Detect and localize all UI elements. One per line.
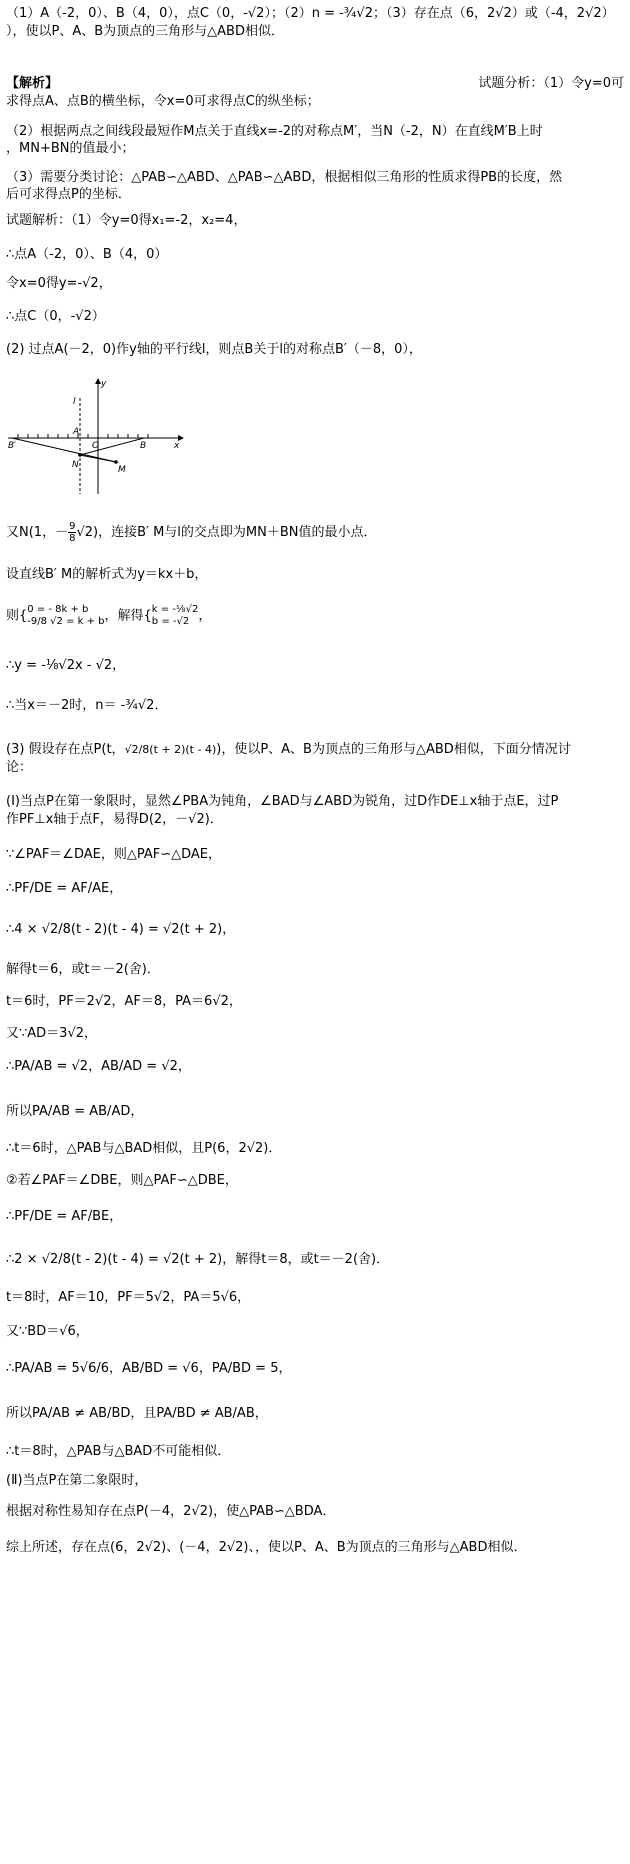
solution-s28: 所以PA/AB ≠ AB/BD，且PA/BD ≠ AB/AB， [6, 1406, 268, 1421]
solution-s12a: (Ⅰ)当点P在第一象限时，显然∠PBA为钝角，∠BAD与∠ABD为锐角，过D作DE⊥x轴于点E，过P [6, 794, 559, 809]
solution-s11 [6, 738, 571, 757]
fig-label-B: B [140, 441, 147, 451]
analysis-p3b: 后可求得点P的坐标． [6, 187, 131, 202]
s6-part-b: √2)，连接B′ M与l的交点即为MN＋BN值的最小点． [76, 525, 377, 540]
s6-frac-num: 9 [69, 521, 76, 532]
solution-s6 [6, 521, 377, 544]
s8-sol2: b = -√2 [151, 616, 190, 627]
solution-s32: 综上所述，存在点(6，2√2)、(－4，2√2)、，使以P、A、B为顶点的三角形与△ABD相似． [6, 1540, 527, 1555]
solution-s23: ∴PF/DE = AF/BE， [6, 1209, 123, 1224]
fig-label-y: y [101, 379, 107, 389]
s6-part-a: 又N(1，－ [6, 525, 69, 540]
analysis-p2b: ，MN+BN的值最小； [6, 141, 135, 156]
solution-s26: 又∵BD＝√6， [6, 1324, 89, 1339]
fig-label-x: x [174, 441, 180, 451]
fig-label-l: l [73, 397, 76, 407]
s8-part-a: 则{ [6, 608, 28, 624]
solution-s1: 试题解析：（1）令y=0得x₁=-2，x₂=4， [6, 213, 247, 228]
solution-s16: 解得t＝6，或t＝－2(舍)． [6, 962, 160, 977]
solution-s21: ∴t＝6时，△PAB与△BAD相似，且P(6，2√2)． [6, 1141, 282, 1156]
s11-part-b: )，使以P、A、B为顶点的三角形与△ABD相似，下面分情况讨 [216, 742, 571, 757]
solution-s7: 设直线B′ M的解析式为y＝kx＋b， [6, 567, 208, 582]
s8-part-c: ， [198, 608, 212, 624]
solution-s15: ∴4 × √2/8(t - 2)(t - 4) = √2(t + 2)， [6, 922, 236, 937]
fig-label-M: M [118, 465, 126, 475]
s8-sol1: k = -⅛√2 [151, 604, 199, 615]
solution-s11c: 论： [6, 760, 33, 775]
solution-s17: t＝6时，PF＝2√2，AF＝8，PA＝6√2， [6, 994, 242, 1009]
fig-label-Bp: B′ [8, 441, 17, 451]
solution-s13: ∵∠PAF＝∠DAE，则△PAF∽△DAE， [6, 847, 222, 862]
solution-s2: ∴点A（-2，0）、B（4，0） [6, 247, 168, 262]
solution-s24: ∴2 × √2/8(t - 2)(t - 4) = √2(t + 2)，解得t＝8，或t＝－2(舍)． [6, 1252, 390, 1267]
solution-s22: ②若∠PAF＝∠DBE，则△PAF∽△DBE， [6, 1173, 238, 1188]
solution-s5: (2) 过点A(－2，0)作y轴的平行线l，则点B关于l的对称点B′（－8，0）， [6, 342, 422, 357]
solution-s20: 所以PA/AB = AB/AD， [6, 1104, 144, 1119]
coordinate-figure [6, 376, 186, 496]
s8-system [27, 604, 104, 628]
fig-label-A: A [73, 427, 80, 437]
solution-s29: ∴t＝8时，△PAB与△BAD不可能相似． [6, 1444, 231, 1459]
s8-solution [152, 604, 199, 628]
analysis-title: 【解析】 [6, 76, 59, 91]
solution-s8 [6, 604, 211, 628]
solution-s9: ∴y = -⅛√2x - √2， [6, 658, 126, 673]
solution-s31: 根据对称性易知存在点P(－4，2√2)，使△PAB∽△BDA． [6, 1504, 336, 1519]
solution-s10: ∴当x＝－2时，n＝ -¾√2． [6, 698, 168, 713]
s8-eq2: -9/8 √2 = k + b [27, 616, 105, 627]
solution-s18: 又∵AD＝3√2， [6, 1026, 98, 1041]
analysis-right-text: 试题分析：（1）令y=0可 [478, 76, 624, 91]
solution-s30: (Ⅱ)当点P在第二象限时， [6, 1473, 148, 1488]
fig-label-O: O [92, 441, 100, 451]
s11-part-a: (3) 假设存在点P(t， [6, 742, 125, 757]
solution-s3: 令x=0得y=-√2， [6, 276, 112, 291]
answer-line-1: （1）A（-2，0）、B（4，0），点C（0，-√2）；（2）n = -¾√2；（3）存在点（6，2√2）或（-4，2√2） [6, 6, 615, 21]
analysis-p2a: （2）根据两点之间线段最短作M点关于直线x=-2的对称点M′，当N（-2，N）在直线M′B上时 [6, 124, 543, 139]
analysis-p1: 求得点A、点B的横坐标，令x=0可求得点C的纵坐标； [6, 94, 320, 109]
s8-part-b: ，解得{ [104, 608, 152, 624]
solution-s12b: 作PF⊥x轴于点F，易得D(2，－√2)． [6, 812, 223, 827]
solution-s4: ∴点C（0，-√2） [6, 309, 105, 324]
solution-s27: ∴PA/AB = 5√6/6，AB/BD = √6，PA/BD = 5， [6, 1361, 292, 1376]
analysis-p3a: （3）需要分类讨论：△PAB∽△ABD、△PAB∽△ABD，根据相似三角形的性质求得PB的长度，然 [6, 170, 563, 185]
solution-s25: t＝8时，AF＝10，PF＝5√2，PA＝5√6， [6, 1290, 251, 1305]
solution-s19: ∴PA/AB = √2，AB/AD = √2， [6, 1059, 191, 1074]
solution-s14: ∴PF/DE = AF/AE， [6, 881, 123, 896]
fig-label-N: N [72, 460, 79, 470]
s8-eq1: 0 = - 8k + b [27, 604, 89, 615]
answer-line-2: ），使以P、A、B为顶点的三角形与△ABD相似． [6, 24, 284, 39]
s11-expr: √2/8(t + 2)(t - 4) [124, 743, 217, 756]
s6-frac-den: 8 [69, 533, 76, 544]
